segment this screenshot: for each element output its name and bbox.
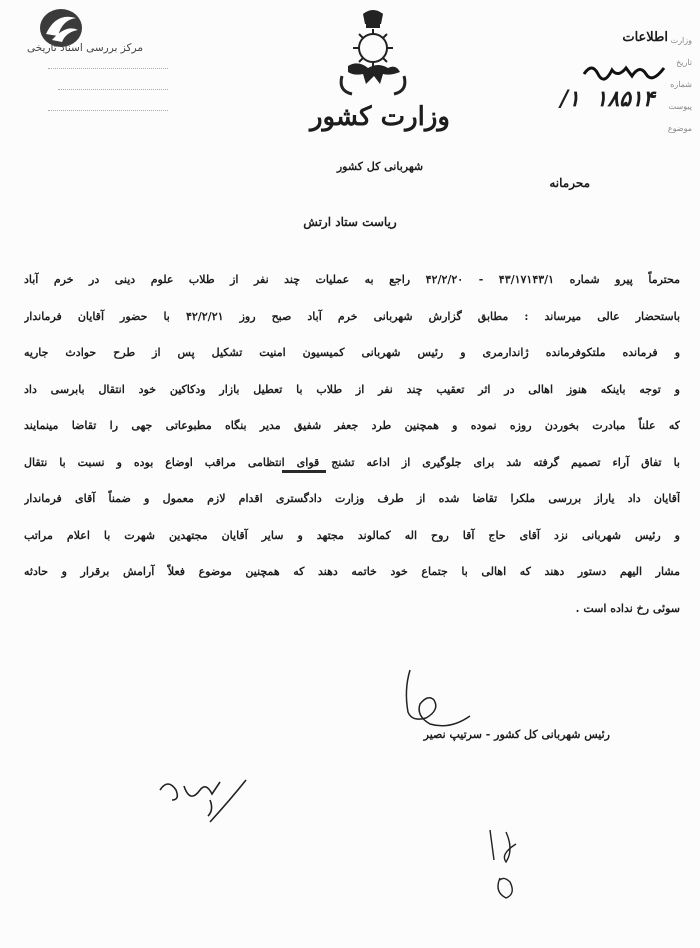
lion-and-sun-emblem-icon bbox=[328, 6, 418, 106]
body-line-6: با تفاق آراء تصمیم گرفته شد برای جلوگیری از اداعه تشنج قوای انتظامی مراقب اوضاع بوده و نسبت با نتقال bbox=[24, 455, 680, 469]
body-line-1: محترماً پیرو شماره ۴۳/۱۷۱۴۳/۱ - ۴۲/۲/۲۰ راجع به عملیات چند نفر از طلاب علوم دینی در خرم آباد bbox=[24, 273, 680, 286]
body-line-3: و فرمانده ملتکوفرمانده ژاندارمری و رئیس شهربانی کمیسیون امنیت تشکیل پس از طرح حوادث جاریه bbox=[24, 346, 680, 359]
body-line-9: مشار الیهم دستور دهند که اهالی با جتماع خود خاتمه دهند که همچنین موضوع فعلاً آرامش برقرار و حادثه bbox=[24, 565, 680, 578]
body-line-7: آقایان داد یاراز بررسی ملکرا تقاضا شده از طرف وزارت دادگستری اقدام لازم معمول و ضمناً آقای فرماندار bbox=[24, 492, 680, 505]
classification-label: محرمانه bbox=[549, 176, 590, 190]
body-line-10: سوئی رخ نداده است . bbox=[575, 601, 680, 615]
meta-field-labels: وزارت تاریخ شماره پیوست موضوع bbox=[667, 36, 692, 133]
handwritten-notation-icon bbox=[150, 760, 270, 830]
watermark-text: مرکز بررسی اسناد تاریخی bbox=[27, 42, 143, 54]
left-header-info bbox=[18, 60, 168, 111]
department-subtitle: شهربانی کل کشور bbox=[336, 160, 424, 173]
serial-value: /۱ bbox=[560, 86, 580, 112]
body-line-4: و توجه باینکه هنوز اهالی در اثر تعقیب چند نفر از طلاب با تعطیل بازار ودکاکین خود انتقال بابرسی داد bbox=[24, 382, 680, 396]
body-line-5: که علناً مبادرت بخوردن روزه نموده و همچنین طرد جعفر شفیق مدیر بنگاه مطبوعاتی جهی را تقاضا مینمایند bbox=[24, 419, 680, 432]
handwritten-underline bbox=[282, 470, 326, 473]
recipient-line: ریاست ستاد ارتش bbox=[303, 215, 397, 229]
letter-body bbox=[24, 270, 680, 635]
handwritten-date-icon bbox=[580, 56, 670, 86]
handwritten-number bbox=[560, 86, 670, 112]
body-line-8: و رئیس شهربانی نزد آقای حاج آقا روح اله کمالوند مجتهد و سایر آقایان مجتهدین شهرت با اعلام مراتب bbox=[24, 528, 680, 542]
handwritten-page-number-icon bbox=[470, 820, 540, 910]
ministry-title: وزارت کشور bbox=[310, 102, 450, 132]
signature-line: رئیس شهربانی کل کشور - سرتیپ نصیر bbox=[423, 728, 610, 741]
body-line-2: باستحضار عالی میرساند : مطابق گزارش شهربانی خرم آباد صبح روز ۴۲/۲/۲۱ با حضور آقایان فرماندار bbox=[24, 309, 680, 323]
number-value: ۱۸۵۱۴ bbox=[595, 86, 655, 112]
meta-department-value: اطلاعات bbox=[622, 30, 668, 45]
